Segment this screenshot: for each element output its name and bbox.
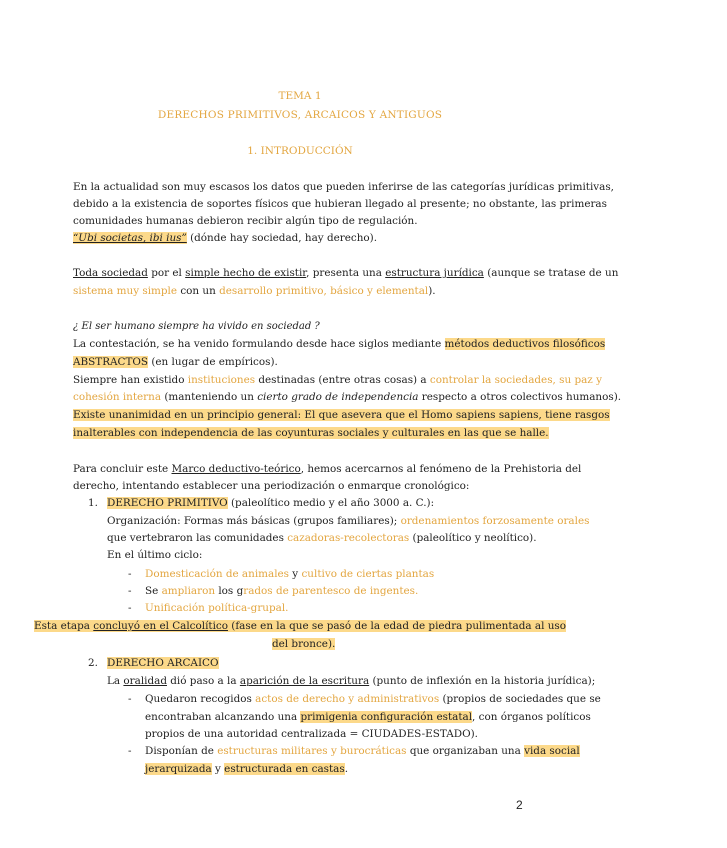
item1-ciclo: En el último ciclo: (107, 549, 203, 561)
p3-line-3 (73, 373, 602, 387)
p2-i: desarrollo primitivo, básico y elemental (219, 285, 429, 297)
item1-number: 1. (88, 497, 98, 509)
p4-a2: Marco deductivo-teórico (171, 463, 301, 475)
p2-j: ). (428, 285, 436, 297)
p3-c4: controlar la sociedades, su paz y (429, 374, 602, 386)
intro-line-3: comunidades humanas debieron recibir algún tipo de regulación. (73, 215, 418, 227)
p3-b1: ABSTRACTOS (73, 356, 149, 368)
item1-d1b: y (289, 568, 302, 580)
item2-c1a: Disponían de (145, 745, 218, 757)
item1-etapa-b: concluyó en el Calcolítico (93, 620, 228, 632)
p3-d1: cohesión interna (73, 391, 162, 403)
bullet-dash: - (128, 602, 132, 614)
p3-b2: (en lugar de empíricos). (148, 356, 278, 368)
item2-b1a: Quedaron recogidos (145, 693, 256, 705)
bullet-dash: - (128, 693, 132, 705)
item2-l1c: dió paso a la (166, 675, 240, 687)
item2-b2c: , con órganos políticos (472, 711, 591, 723)
p2-e: estructura jurídica (385, 267, 484, 279)
chapter-title: DERECHOS PRIMITIVOS, ARCAICOS Y ANTIGUOS (157, 109, 443, 121)
item2-bullet1-line-3: propios de una autoridad centralizada = CIUDADES-ESTADO). (145, 728, 478, 740)
p2-d: , presenta una (306, 267, 386, 279)
p3-line-6 (73, 426, 549, 440)
item1-d1c: cultivo de ciertas plantas (301, 568, 435, 580)
p2-line-2 (73, 284, 528, 298)
item2-line-1 (107, 674, 596, 688)
item2-title: DERECHO ARCAICO (107, 657, 219, 669)
item1-d2e: rados de parentesco de ingentes. (243, 585, 419, 597)
item1-org5: (paleolítico y neolítico). (409, 532, 537, 544)
item1-d2b: ampliaron (161, 585, 216, 597)
item2-b1c: (propios de sociedades que se (439, 693, 601, 705)
bullet-dash: - (128, 745, 132, 757)
item1-dash-3: Unificación política-grupal. (145, 602, 289, 614)
item2-l1b: oralidad (123, 675, 167, 687)
item2-bullet2-line-2 (145, 762, 600, 776)
item2-l1a: La (107, 675, 124, 687)
p3-line-5 (73, 408, 610, 422)
p2-line-1 (73, 266, 619, 280)
item1-dash-2 (145, 584, 600, 598)
p4-line-2: derecho, intentando establecer una periodización o enmarque cronológico: (73, 480, 470, 492)
item1-etapa-line-2 (272, 637, 727, 651)
item2-number: 2. (88, 657, 98, 669)
item1-org4: cazadoras-recolectoras (287, 532, 410, 544)
p4-a3: , hemos acercarnos al fenómeno de la Prehistoria del (300, 463, 582, 475)
item1-etapa-a: Esta etapa (34, 620, 94, 632)
item2-bullet1-line-1 (145, 692, 601, 706)
p3-c1: Siempre han existido (73, 374, 188, 386)
item1-title-line (107, 496, 562, 510)
chapter-label: TEMA 1 (278, 90, 322, 102)
item1-d2a: Se (145, 585, 162, 597)
item2-b1b: actos de derecho y administrativos (255, 693, 440, 705)
p2-c: simple hecho de existir (185, 267, 307, 279)
p3-e2: inalterables con independencia de las coyunturas sociales y culturales en las que se halle. (73, 427, 549, 439)
item2-l1e: (punto de inflexión en la historia jurídica); (369, 675, 596, 687)
section-title: 1. INTRODUCCIÓN (247, 145, 353, 157)
p4-line-1 (73, 462, 582, 476)
item2-bullet1-line-2 (145, 710, 591, 724)
p3-a1: La contestación, se ha venido formulando desde hace siglos mediante (73, 338, 445, 350)
p3-a2: métodos deductivos filosóficos (444, 338, 606, 350)
p3-c2: instituciones (187, 374, 256, 386)
item1-org2: ordenamientos forzosamente orales (400, 515, 590, 527)
p3-line-2 (73, 355, 528, 369)
item2-c2a: jerarquizada (145, 763, 212, 775)
item1-etapa-c: (fase en la que se pasó de la edad de piedra pulimentada al uso (227, 620, 566, 632)
item1-title-rest: (paleolítico medio y el año 3000 a. C.): (227, 497, 435, 509)
item2-title-line (107, 656, 562, 670)
item2-c1d: vida social (524, 745, 580, 757)
latin-quote: “Ubi societas, ibi ius” (73, 232, 187, 244)
p3-question: ¿ El ser humano siempre ha vivido en sociedad ? (73, 321, 320, 332)
bullet-dash: - (128, 585, 132, 597)
intro-line-2: debido a la existencia de soportes físicos que hubieran llegado al presente; no obstante, las primeras (73, 198, 607, 210)
item1-d1a: Domesticación de animales (145, 568, 289, 580)
quote-translation: (dónde hay sociedad, hay derecho). (186, 232, 377, 244)
p2-g: sistema muy simple (73, 285, 178, 297)
page-number: 2 (516, 798, 523, 812)
item2-c2c: estructurada en castas (224, 763, 345, 775)
item1-org-line-2 (107, 531, 562, 545)
intro-line-1: En la actualidad son muy escasos los datos que pueden inferirse de las categorías jurídicas primitivas, (73, 181, 614, 193)
intro-quote-line (73, 231, 528, 245)
p3-line-4 (73, 390, 622, 404)
item2-bullet2-line-1 (145, 744, 580, 758)
item1-dash-1 (145, 567, 600, 581)
item2-b2b: primigenia configuración estatal (300, 711, 473, 723)
item1-d2d: g (236, 585, 244, 597)
p3-d4: respecto a otros colectivos humanos). (418, 391, 622, 403)
p3-d3: cierto grado de independencia (257, 391, 419, 403)
p3-e1: Existe unanimidad en un principio general: El que asevera que el Homo sapiens sapiens, tiene rasgos (73, 409, 610, 421)
p2-f: (aunque se tratase de un (483, 267, 619, 279)
item1-org3: que vertebraron las comunidades (107, 532, 288, 544)
p2-h: con un (177, 285, 220, 297)
item2-b2a: encontraban alcanzando una (145, 711, 301, 723)
p3-d2: (manteniendo un (161, 391, 258, 403)
item2-c1b: estructuras militares y burocráticas (217, 745, 407, 757)
item1-etapa-line-1 (0, 619, 600, 633)
item2-c2d: . (344, 763, 348, 775)
item2-c1c: que organizaban una (406, 745, 525, 757)
bullet-dash: - (128, 568, 132, 580)
p4-a1: Para concluir este (73, 463, 172, 475)
p2-a: Toda sociedad (73, 267, 148, 279)
p2-b: por el (147, 267, 186, 279)
item1-title: DERECHO PRIMITIVO (107, 497, 228, 509)
item1-etapa-2: del bronce). (272, 638, 336, 650)
item1-org1: Organización: Formas más básicas (grupos familiares); (107, 515, 401, 527)
item1-d2c: los (215, 585, 237, 597)
item2-c2b: y (211, 763, 225, 775)
item1-org-line-1 (107, 514, 590, 528)
p3-c3: destinadas (entre otras cosas) a (255, 374, 430, 386)
item2-l1d: aparición de la escritura (239, 675, 370, 687)
p3-line-1 (73, 337, 606, 351)
